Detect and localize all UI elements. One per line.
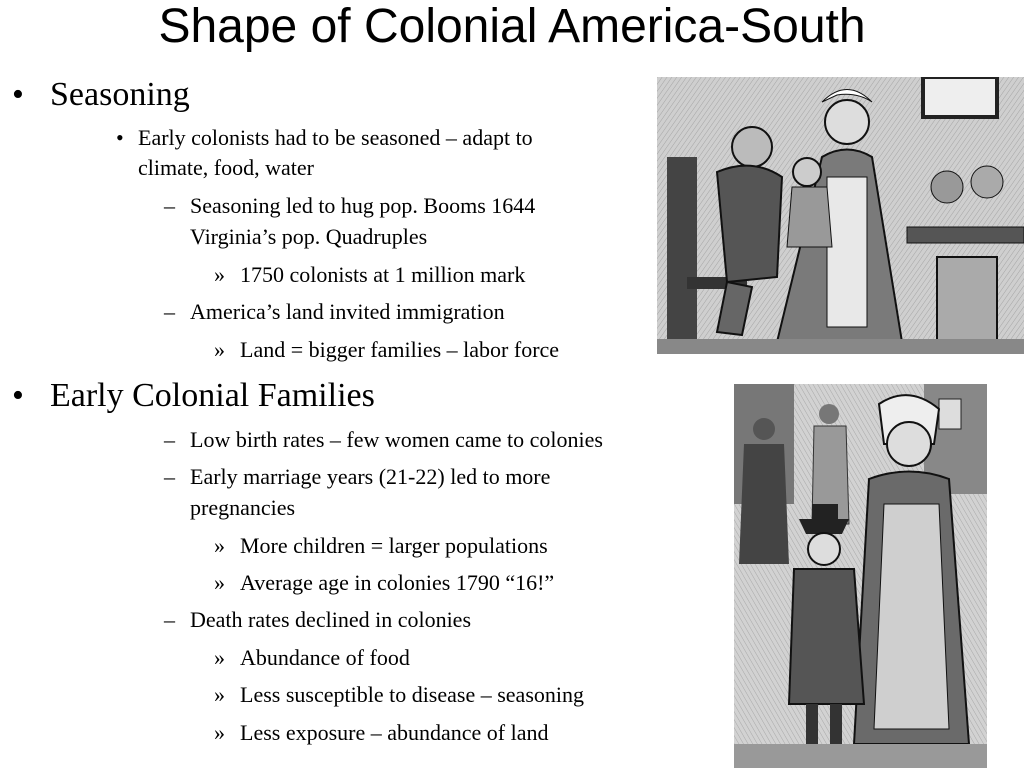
engraving-colonial-mother-child-image — [734, 384, 987, 768]
slide-title: Shape of Colonial America-South — [158, 0, 866, 53]
dash-item-immigration: America’s land invited immigration — [190, 299, 505, 324]
dash-item-birth-rates: Low birth rates – few women came to colonies — [190, 427, 603, 452]
dash-marker: – — [164, 193, 175, 218]
dash-marker: – — [164, 464, 175, 489]
dash-item-marriage-cont: pregnancies — [190, 495, 296, 520]
dash-item-booms-cont: Virginia’s pop. Quadruples — [190, 224, 428, 249]
bullet-marker: • — [12, 377, 24, 414]
raquo-item-disease: Less susceptible to disease – seasoning — [240, 682, 584, 707]
raquo-marker: » — [214, 682, 225, 707]
raquo-marker: » — [214, 533, 225, 558]
sub-bullet-seasoned-cont: climate, food, water — [138, 155, 314, 180]
dash-item-booms: Seasoning led to hug pop. Booms 1644 — [190, 193, 536, 218]
raquo-item-children: More children = larger populations — [240, 533, 548, 558]
engraving-family-scene-icon — [657, 77, 1024, 354]
dash-marker: – — [164, 427, 175, 452]
raquo-marker: » — [214, 337, 225, 362]
engraving-colonial-mother-child-icon — [734, 384, 987, 768]
dash-marker: – — [164, 299, 175, 324]
raquo-item-exposure: Less exposure – abundance of land — [240, 720, 549, 745]
raquo-marker: » — [214, 570, 225, 595]
raquo-item-labor: Land = bigger families – labor force — [240, 337, 560, 362]
raquo-marker: » — [214, 645, 225, 670]
raquo-item-food: Abundance of food — [240, 645, 410, 670]
bullet-seasoning: Seasoning — [50, 76, 190, 113]
dash-item-marriage: Early marriage years (21-22) led to more — [190, 464, 551, 489]
raquo-marker: » — [214, 262, 225, 287]
raquo-item-average-age: Average age in colonies 1790 “16!” — [240, 570, 555, 595]
raquo-item-million: 1750 colonists at 1 million mark — [240, 262, 526, 287]
dash-marker: – — [164, 607, 175, 632]
raquo-marker: » — [214, 720, 225, 745]
engraving-family-scene-image — [657, 77, 1024, 354]
bullet-marker: • — [12, 76, 24, 113]
bullet-families: Early Colonial Families — [50, 377, 375, 414]
sub-bullet-seasoned: Early colonists had to be seasoned – adapt to — [138, 125, 533, 150]
dash-item-death-rates: Death rates declined in colonies — [190, 607, 472, 632]
bullet-marker: • — [116, 125, 124, 150]
